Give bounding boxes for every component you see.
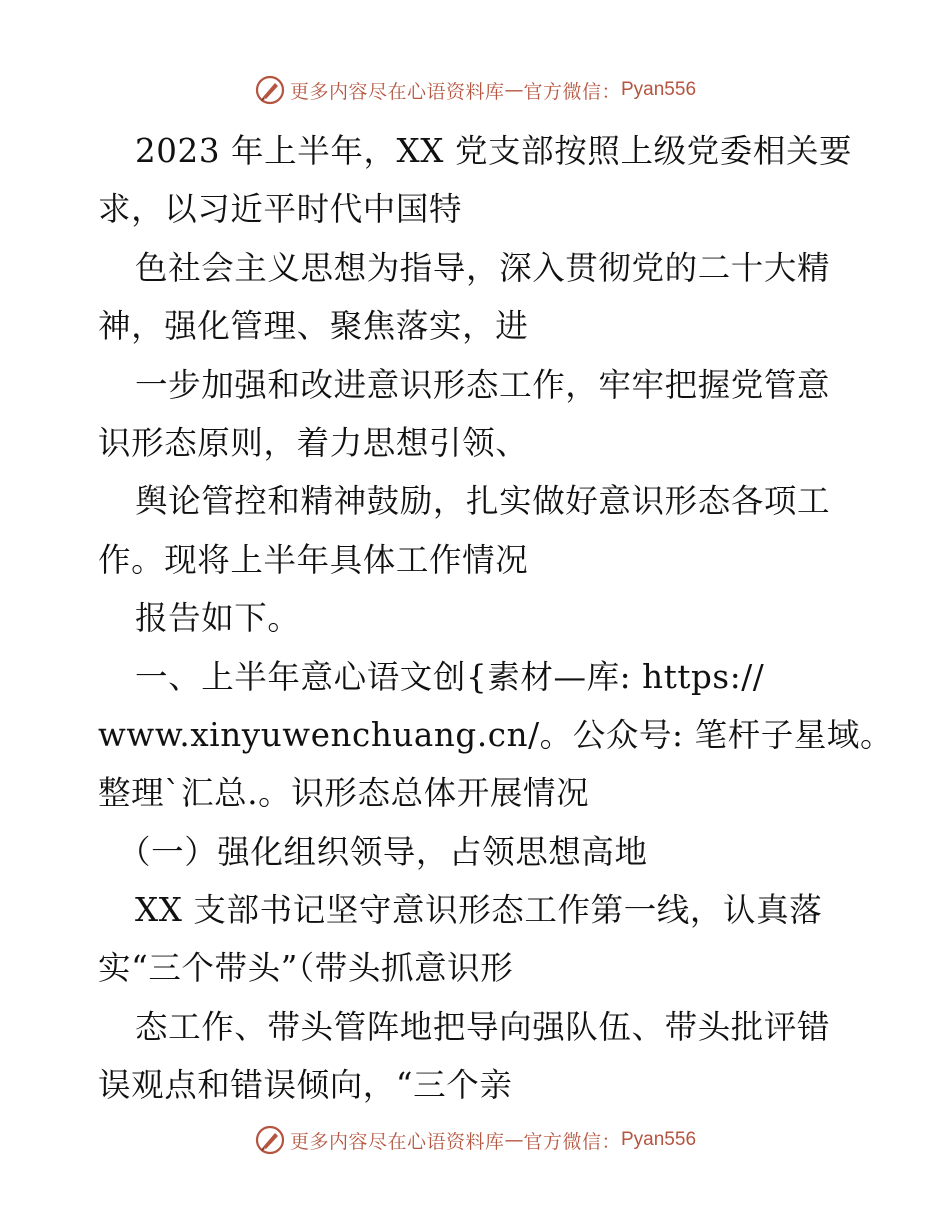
- section-heading: 一、上半年意心语文创{素材—库: https://: [135, 657, 765, 696]
- footer-banner-text: 更多内容尽在心语资料库: [289, 1130, 505, 1153]
- footer-wechat-id: Pyan556: [621, 1129, 697, 1150]
- body-line: 色社会主义思想为指导，深入贯彻党的二十大精: [135, 248, 831, 287]
- body-line: 误观点和错误倾向，“三个亲: [98, 1066, 513, 1105]
- body-line: 实“三个带头”（带头抓意识形: [98, 949, 514, 988]
- body-line: 整理`汇总.。识形态总体开展情况: [98, 774, 590, 813]
- body-line: 识形态原则，着力思想引领、: [98, 423, 529, 462]
- body-line: 求，以习近平时代中国特: [98, 190, 463, 229]
- body-line: 2023 年上半年，XX 党支部按照上级党委相关要: [135, 132, 853, 170]
- footer-banner: [0, 1122, 950, 1158]
- subsection-heading: （一）强化组织领导，占领思想高地: [118, 832, 648, 871]
- header-separator: —: [504, 79, 524, 101]
- body-line: 作。现将上半年具体工作情况: [98, 540, 529, 579]
- body-line: www.xinyuwenchuang.cn/。公众号: 笔杆子星域。: [98, 715, 894, 754]
- document-body: [98, 122, 894, 1115]
- header-banner: [0, 72, 950, 108]
- body-line: 舆论管控和精神鼓励，扎实做好意识形态各项工: [135, 482, 831, 521]
- body-line: 一步加强和改进意识形态工作，牢牢把握党管意: [135, 365, 831, 404]
- body-line: 态工作、带头管阵地把导向强队伍、带头批评错: [135, 1007, 831, 1046]
- body-line: 神，强化管理、聚焦落实，进: [98, 307, 529, 346]
- header-wechat-label: 官方微信：: [523, 80, 621, 103]
- footer-wechat-label: 官方微信：: [523, 1130, 621, 1153]
- header-banner-text: 更多内容尽在心语资料库: [289, 80, 505, 103]
- body-line: 报告如下。: [135, 599, 301, 638]
- pen-logo-icon: [254, 74, 286, 106]
- body-line: XX 支部书记坚守意识形态工作第一线，认真落: [135, 891, 823, 930]
- footer-separator: —: [504, 1129, 524, 1151]
- header-wechat-id: Pyan556: [621, 79, 697, 100]
- pen-logo-icon: [254, 1124, 286, 1156]
